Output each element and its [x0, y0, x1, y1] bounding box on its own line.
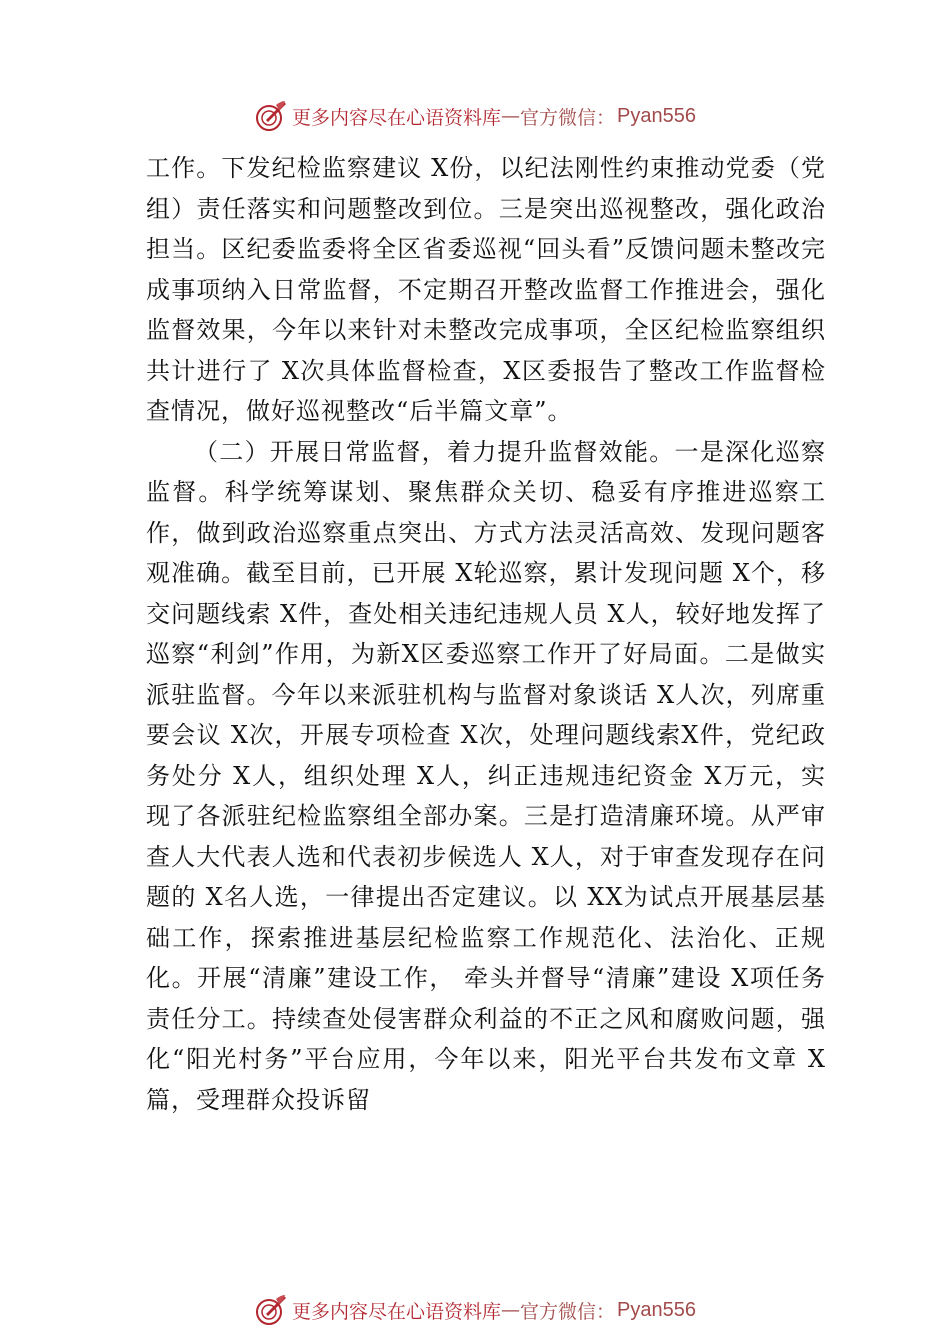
banner-wechat-id: Pyan556 [617, 104, 696, 127]
quill-seal-icon [254, 1293, 288, 1327]
banner-wechat-label: 官方微信： [520, 106, 616, 129]
banner-slogan: 更多内容尽在心语资料库 [292, 1300, 502, 1323]
banner-dash: — [501, 1299, 521, 1321]
banner-slogan: 更多内容尽在心语资料库 [292, 106, 502, 129]
banner-wechat-label: 官方微信： [520, 1300, 616, 1323]
banner-wechat-id: Pyan556 [617, 1298, 696, 1321]
paragraph: 工作。下发纪检监察建议 X份，以纪法刚性约束推动党委（党组）责任落实和问题整改到位。三是突出巡视整改，强化政治担当。区纪委监委将全区省委巡视“回头看”反馈问题未整改完成事项纳入日常监督，不定期召开整改监督工作推进会，强化监督效果，今年以来针对未整改完成事项，全区纪检监察组织共计进行了 X次具体监督检查，X区委报告了整改工作监督检查情况，做好巡视整改“后半篇文章”。 [146, 154, 826, 425]
header-banner [0, 96, 950, 136]
quill-seal-icon [254, 99, 288, 133]
banner-dash: — [501, 105, 521, 127]
document-body [146, 148, 826, 1120]
paragraph: （二）开展日常监督，着力提升监督效能。一是深化巡察监督。科学统筹谋划、聚焦群众关切、稳妥有序推进巡察工作，做到政治巡察重点突出、方式方法灵活高效、发现问题客观准确。截至目前，已开展 X轮巡察，累计发现问题 X个，移交问题线索 X件，查处相关违纪违规人员 X人，较好地发挥了巡察“利剑”作用，为新X区委巡察工作开了好局面。二是做实派驻监督。今年以来派驻机构与监督对象谈话 X人次，列席重要会议 X次，开展专项检查 X次，处理问题线索X件，党纪政务处分 X人，组织处理 X人，纠正违规违纪资金 X万元，实现了各派驻纪检监察组全部办案。三是打造清廉环境。从严审查人大代表人选和代表初步候选人 X人，对于审查发现存在问题的 X名人选，一律提出否定建议。以 XX为试点开展基层基础工作，探索推进基层纪检监察工作规范化、法治化、正规化。开展“清廉”建设工作， 牵头并督导“清廉”建设 X项任务责任分工。持续查处侵害群众利益的不正之风和腐败问题，强化“阳光村务”平台应用，今年以来，阳光平台共发布文章 X篇，受理群众投诉留 [146, 437, 826, 1114]
footer-banner [0, 1290, 950, 1330]
